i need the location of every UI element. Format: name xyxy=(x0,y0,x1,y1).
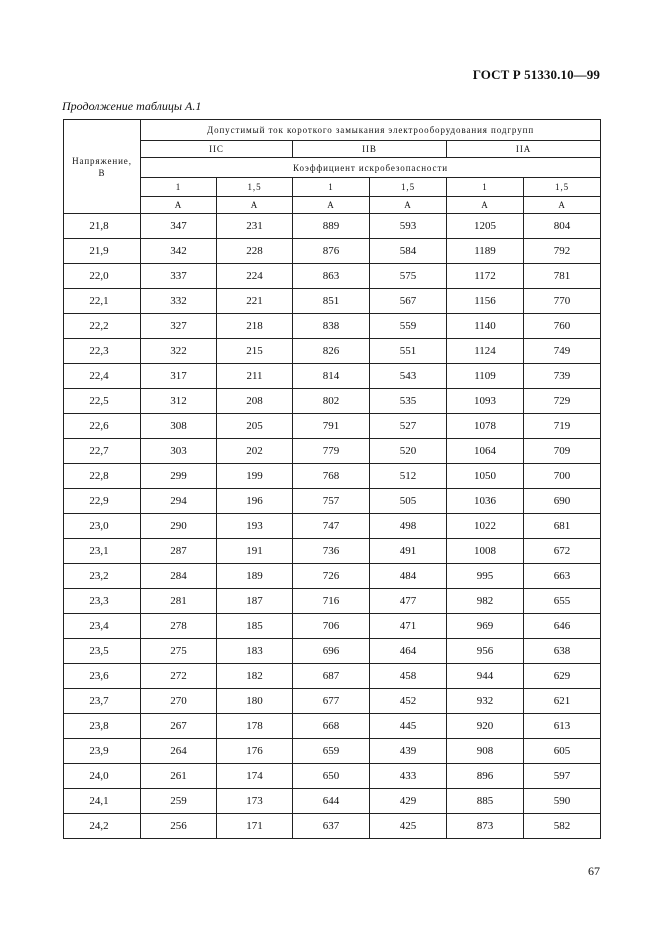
current-cell: 445 xyxy=(370,714,447,739)
voltage-cell: 22,3 xyxy=(64,339,141,364)
table-row xyxy=(64,464,601,489)
current-cell: 889 xyxy=(293,214,370,239)
voltage-cell: 22,8 xyxy=(64,464,141,489)
current-cell: 729 xyxy=(524,389,601,414)
current-cell: 770 xyxy=(524,289,601,314)
unit-header: А xyxy=(293,197,370,214)
current-cell: 202 xyxy=(217,439,293,464)
unit-header: А xyxy=(217,197,293,214)
current-cell: 621 xyxy=(524,689,601,714)
voltage-cell: 22,1 xyxy=(64,289,141,314)
current-cell: 347 xyxy=(141,214,217,239)
current-cell: 211 xyxy=(217,364,293,389)
table-row xyxy=(64,339,601,364)
current-cell: 749 xyxy=(524,339,601,364)
current-cell: 171 xyxy=(217,814,293,839)
current-cell: 281 xyxy=(141,589,217,614)
current-cell: 270 xyxy=(141,689,217,714)
table-row xyxy=(64,789,601,814)
coefficient-header: 1,5 xyxy=(370,178,447,197)
current-cell: 308 xyxy=(141,414,217,439)
current-cell: 173 xyxy=(217,789,293,814)
current-cell: 575 xyxy=(370,264,447,289)
current-cell: 736 xyxy=(293,539,370,564)
table-row xyxy=(64,764,601,789)
current-cell: 275 xyxy=(141,639,217,664)
current-cell: 224 xyxy=(217,264,293,289)
table-row xyxy=(64,414,601,439)
voltage-cell: 23,8 xyxy=(64,714,141,739)
current-cell: 863 xyxy=(293,264,370,289)
current-cell: 218 xyxy=(217,314,293,339)
current-cell: 196 xyxy=(217,489,293,514)
current-cell: 272 xyxy=(141,664,217,689)
current-cell: 312 xyxy=(141,389,217,414)
current-cell: 1008 xyxy=(447,539,524,564)
voltage-cell: 22,7 xyxy=(64,439,141,464)
current-cell: 646 xyxy=(524,614,601,639)
current-cell: 582 xyxy=(524,814,601,839)
voltage-cell: 21,9 xyxy=(64,239,141,264)
current-cell: 174 xyxy=(217,764,293,789)
table-row xyxy=(64,214,601,239)
table-row xyxy=(64,539,601,564)
voltage-cell: 21,8 xyxy=(64,214,141,239)
current-cell: 613 xyxy=(524,714,601,739)
current-cell: 644 xyxy=(293,789,370,814)
coefficient-header: 1,5 xyxy=(524,178,601,197)
table-row xyxy=(64,614,601,639)
current-cell: 593 xyxy=(370,214,447,239)
current-cell: 183 xyxy=(217,639,293,664)
current-cell: 256 xyxy=(141,814,217,839)
current-cell: 908 xyxy=(447,739,524,764)
table-row xyxy=(64,389,601,414)
current-cell: 182 xyxy=(217,664,293,689)
subgroup-header-iic: IIC xyxy=(141,141,293,158)
table-row xyxy=(64,739,601,764)
current-cell: 982 xyxy=(447,589,524,614)
current-cell: 690 xyxy=(524,489,601,514)
voltage-cell: 23,4 xyxy=(64,614,141,639)
table-row xyxy=(64,264,601,289)
current-cell: 1050 xyxy=(447,464,524,489)
coefficient-title-header: Коэффициент искробезопасности xyxy=(141,158,601,178)
current-cell: 668 xyxy=(293,714,370,739)
current-cell: 567 xyxy=(370,289,447,314)
current-cell: 760 xyxy=(524,314,601,339)
table-row xyxy=(64,489,601,514)
current-cell: 932 xyxy=(447,689,524,714)
current-cell: 337 xyxy=(141,264,217,289)
current-cell: 747 xyxy=(293,514,370,539)
current-cell: 873 xyxy=(447,814,524,839)
unit-header: А xyxy=(447,197,524,214)
table-row xyxy=(64,239,601,264)
document-id: ГОСТ Р 51330.10—99 xyxy=(472,67,600,82)
current-cell: 956 xyxy=(447,639,524,664)
current-cell: 726 xyxy=(293,564,370,589)
current-table xyxy=(63,119,601,839)
current-cell: 969 xyxy=(447,614,524,639)
current-cell: 629 xyxy=(524,664,601,689)
current-cell: 716 xyxy=(293,589,370,614)
current-cell: 332 xyxy=(141,289,217,314)
table-row xyxy=(64,689,601,714)
unit-header: А xyxy=(141,197,217,214)
table-row xyxy=(64,439,601,464)
current-cell: 590 xyxy=(524,789,601,814)
current-cell: 792 xyxy=(524,239,601,264)
voltage-cell: 22,9 xyxy=(64,489,141,514)
current-cell: 826 xyxy=(293,339,370,364)
current-cell: 584 xyxy=(370,239,447,264)
voltage-cell: 23,6 xyxy=(64,664,141,689)
current-cell: 885 xyxy=(447,789,524,814)
table-row xyxy=(64,664,601,689)
current-cell: 294 xyxy=(141,489,217,514)
current-cell: 520 xyxy=(370,439,447,464)
page-number: 67 xyxy=(588,864,600,878)
current-cell: 322 xyxy=(141,339,217,364)
current-cell: 484 xyxy=(370,564,447,589)
current-cell: 709 xyxy=(524,439,601,464)
current-cell: 802 xyxy=(293,389,370,414)
current-cell: 284 xyxy=(141,564,217,589)
voltage-cell: 23,1 xyxy=(64,539,141,564)
current-cell: 425 xyxy=(370,814,447,839)
voltage-cell: 23,2 xyxy=(64,564,141,589)
voltage-column-header: Напряжение, В xyxy=(64,120,141,214)
current-cell: 261 xyxy=(141,764,217,789)
current-cell: 342 xyxy=(141,239,217,264)
current-cell: 303 xyxy=(141,439,217,464)
current-cell: 176 xyxy=(217,739,293,764)
current-cell: 791 xyxy=(293,414,370,439)
table-row xyxy=(64,814,601,839)
current-cell: 429 xyxy=(370,789,447,814)
current-cell: 259 xyxy=(141,789,217,814)
current-cell: 191 xyxy=(217,539,293,564)
subgroup-header-iib: IIB xyxy=(293,141,447,158)
current-cell: 452 xyxy=(370,689,447,714)
current-cell: 543 xyxy=(370,364,447,389)
current-cell: 719 xyxy=(524,414,601,439)
current-cell: 1109 xyxy=(447,364,524,389)
current-cell: 876 xyxy=(293,239,370,264)
current-cell: 221 xyxy=(217,289,293,314)
current-cell: 637 xyxy=(293,814,370,839)
current-cell: 605 xyxy=(524,739,601,764)
table-row xyxy=(64,714,601,739)
current-cell: 768 xyxy=(293,464,370,489)
current-cell: 231 xyxy=(217,214,293,239)
current-cell: 228 xyxy=(217,239,293,264)
voltage-cell: 23,3 xyxy=(64,589,141,614)
voltage-cell: 23,7 xyxy=(64,689,141,714)
table-row xyxy=(64,564,601,589)
current-cell: 597 xyxy=(524,764,601,789)
current-cell: 995 xyxy=(447,564,524,589)
current-cell: 512 xyxy=(370,464,447,489)
table-caption: Продолжение таблицы А.1 xyxy=(62,99,202,113)
voltage-cell: 24,2 xyxy=(64,814,141,839)
current-cell: 327 xyxy=(141,314,217,339)
current-cell: 663 xyxy=(524,564,601,589)
current-cell: 290 xyxy=(141,514,217,539)
current-cell: 477 xyxy=(370,589,447,614)
current-cell: 267 xyxy=(141,714,217,739)
current-cell: 264 xyxy=(141,739,217,764)
current-cell: 187 xyxy=(217,589,293,614)
current-cell: 706 xyxy=(293,614,370,639)
table-row xyxy=(64,364,601,389)
current-cell: 505 xyxy=(370,489,447,514)
current-cell: 696 xyxy=(293,639,370,664)
current-cell: 1172 xyxy=(447,264,524,289)
current-cell: 672 xyxy=(524,539,601,564)
current-cell: 739 xyxy=(524,364,601,389)
current-cell: 498 xyxy=(370,514,447,539)
current-cell: 896 xyxy=(447,764,524,789)
coefficient-header: 1 xyxy=(141,178,217,197)
current-cell: 439 xyxy=(370,739,447,764)
voltage-cell: 22,2 xyxy=(64,314,141,339)
table-row xyxy=(64,289,601,314)
table-row xyxy=(64,639,601,664)
current-cell: 433 xyxy=(370,764,447,789)
current-cell: 205 xyxy=(217,414,293,439)
current-cell: 1140 xyxy=(447,314,524,339)
current-cell: 804 xyxy=(524,214,601,239)
current-cell: 1036 xyxy=(447,489,524,514)
current-cell: 215 xyxy=(217,339,293,364)
current-cell: 677 xyxy=(293,689,370,714)
current-cell: 1093 xyxy=(447,389,524,414)
table-row xyxy=(64,589,601,614)
current-cell: 700 xyxy=(524,464,601,489)
current-cell: 551 xyxy=(370,339,447,364)
voltage-cell: 22,5 xyxy=(64,389,141,414)
current-cell: 1156 xyxy=(447,289,524,314)
current-cell: 559 xyxy=(370,314,447,339)
current-cell: 199 xyxy=(217,464,293,489)
current-cell: 208 xyxy=(217,389,293,414)
current-cell: 655 xyxy=(524,589,601,614)
current-cell: 1205 xyxy=(447,214,524,239)
current-cell: 535 xyxy=(370,389,447,414)
current-cell: 180 xyxy=(217,689,293,714)
voltage-cell: 24,1 xyxy=(64,789,141,814)
current-cell: 287 xyxy=(141,539,217,564)
current-cell: 687 xyxy=(293,664,370,689)
current-cell: 471 xyxy=(370,614,447,639)
current-cell: 659 xyxy=(293,739,370,764)
current-cell: 838 xyxy=(293,314,370,339)
table-row xyxy=(64,314,601,339)
current-cell: 638 xyxy=(524,639,601,664)
current-cell: 1022 xyxy=(447,514,524,539)
current-cell: 278 xyxy=(141,614,217,639)
voltage-cell: 24,0 xyxy=(64,764,141,789)
coefficient-header: 1,5 xyxy=(217,178,293,197)
subgroup-header-iia: IIA xyxy=(447,141,601,158)
current-cell: 650 xyxy=(293,764,370,789)
unit-header: А xyxy=(524,197,601,214)
current-cell: 1064 xyxy=(447,439,524,464)
current-cell: 299 xyxy=(141,464,217,489)
coefficient-header: 1 xyxy=(447,178,524,197)
current-cell: 1124 xyxy=(447,339,524,364)
voltage-cell: 23,0 xyxy=(64,514,141,539)
current-cell: 189 xyxy=(217,564,293,589)
voltage-cell: 22,0 xyxy=(64,264,141,289)
current-cell: 779 xyxy=(293,439,370,464)
current-cell: 944 xyxy=(447,664,524,689)
current-cell: 851 xyxy=(293,289,370,314)
voltage-cell: 23,9 xyxy=(64,739,141,764)
coefficient-header: 1 xyxy=(293,178,370,197)
voltage-cell: 22,4 xyxy=(64,364,141,389)
current-cell: 317 xyxy=(141,364,217,389)
current-cell: 458 xyxy=(370,664,447,689)
voltage-cell: 22,6 xyxy=(64,414,141,439)
current-cell: 178 xyxy=(217,714,293,739)
current-cell: 193 xyxy=(217,514,293,539)
current-cell: 464 xyxy=(370,639,447,664)
group-title-header: Допустимый ток короткого замыкания электрооборудования подгрупп xyxy=(141,120,601,141)
current-cell: 491 xyxy=(370,539,447,564)
current-cell: 1189 xyxy=(447,239,524,264)
current-cell: 920 xyxy=(447,714,524,739)
current-cell: 185 xyxy=(217,614,293,639)
current-cell: 757 xyxy=(293,489,370,514)
voltage-cell: 23,5 xyxy=(64,639,141,664)
unit-header: А xyxy=(370,197,447,214)
current-cell: 1078 xyxy=(447,414,524,439)
current-cell: 814 xyxy=(293,364,370,389)
table-row xyxy=(64,514,601,539)
current-cell: 781 xyxy=(524,264,601,289)
current-cell: 527 xyxy=(370,414,447,439)
current-cell: 681 xyxy=(524,514,601,539)
